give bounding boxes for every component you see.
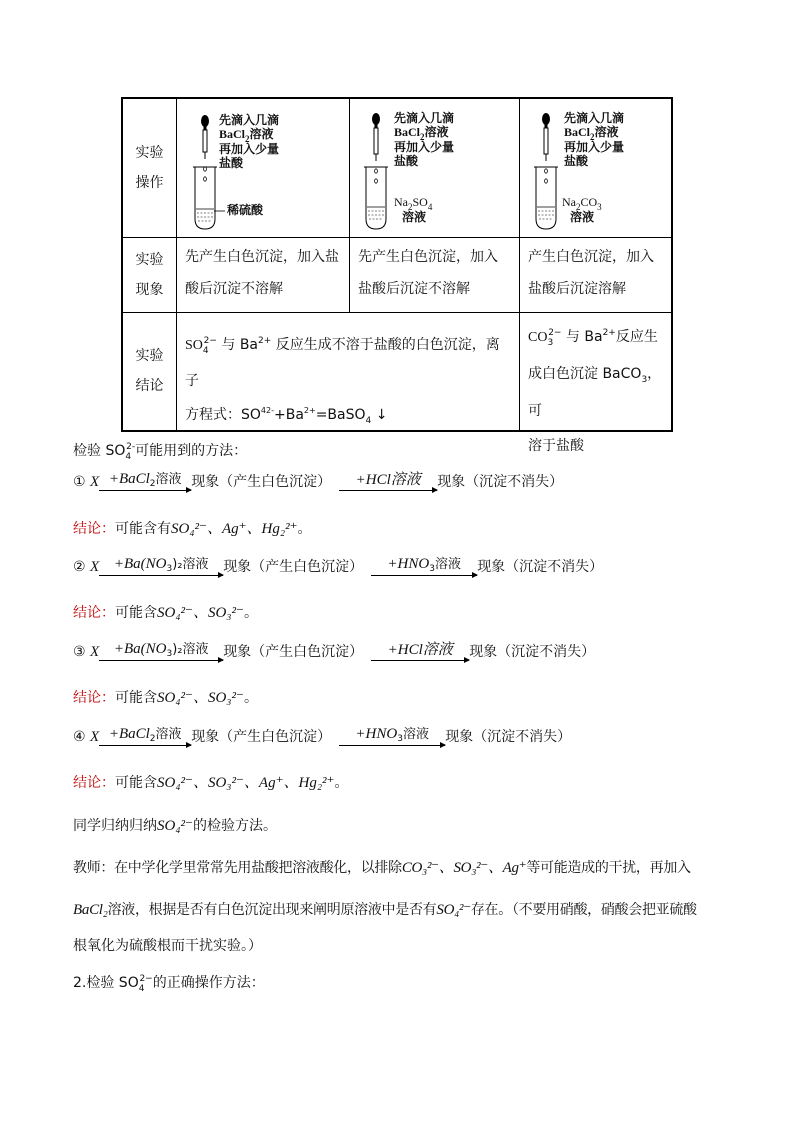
reagent-sub: 2 xyxy=(149,734,156,744)
method-number: ③ xyxy=(73,644,86,660)
conclusion-line xyxy=(73,517,312,538)
section-2-heading xyxy=(73,972,265,992)
conclusion-label: 结论： xyxy=(73,521,115,537)
label-sub: 2 xyxy=(420,132,425,142)
conclusion-end: 。 xyxy=(334,775,349,791)
reagent-tail: )₂溶液 xyxy=(172,642,209,657)
reagent-tail: 溶液 xyxy=(434,557,461,572)
row-header-line: 结论 xyxy=(135,378,164,394)
tube-label-sub: 3 xyxy=(597,202,602,212)
ion-text: SO₄²⁻ xyxy=(436,902,471,918)
conclusion-text-part: =BaSO xyxy=(315,407,366,423)
row-header-line: 现象 xyxy=(135,281,164,298)
intro-text: 可能用到的方法： xyxy=(135,443,248,459)
row-header-operation xyxy=(123,99,176,237)
reaction-arrow xyxy=(371,642,469,661)
conclusion-text-part: 反应生成不溶于盐酸的白色沉淀，离子 xyxy=(185,337,500,389)
reagent-sub: 3 xyxy=(166,649,173,659)
label-line: 盐酸 xyxy=(394,154,419,168)
row-header-line: 实验 xyxy=(135,251,164,268)
conclusion-cell-carbonate xyxy=(519,312,671,454)
reagent-tail: 溶液 xyxy=(402,727,429,742)
intro-sub: 4 xyxy=(125,452,132,462)
ion-list: SO₄²⁻、SO₃²⁻、Ag⁺、Hg₂²⁺ xyxy=(157,775,335,791)
observation-text: 现象（沉淀不消失） xyxy=(477,559,604,575)
label-reagent: BaCl xyxy=(219,127,246,141)
ion-sup: 2− xyxy=(548,328,562,338)
ion-text: SO xyxy=(185,338,203,353)
teacher-text: 存在。（不要用硝酸，硝酸会把亚硫酸 xyxy=(470,902,697,918)
intro-sup: 2- xyxy=(126,442,136,452)
observation-text: 现象（沉淀不消失） xyxy=(437,474,564,490)
label-line: 再加入少量 xyxy=(564,140,625,154)
conclusion-text: 可能含 xyxy=(115,775,157,791)
conclusion-text-part: 与 Ba xyxy=(221,337,259,353)
tube-label-text: Na xyxy=(394,195,408,209)
reagent-text: +HCl溶液 xyxy=(387,642,453,658)
conclusion-label: 结论： xyxy=(73,690,115,706)
teacher-text: 等可能造成的干扰，再加入 xyxy=(526,860,691,876)
reagent-tail: 溶液 xyxy=(155,727,182,742)
phenomenon-cell xyxy=(349,237,519,312)
teacher-line-2 xyxy=(73,899,697,919)
method-line xyxy=(73,726,571,746)
label-line: 再加入少量 xyxy=(219,142,280,156)
phenomenon-cell xyxy=(176,237,349,312)
teacher-text: 教师：在中学化学里常常先用盐酸把溶液酸化，以排除 xyxy=(73,860,402,876)
ion-sub: 4 xyxy=(260,406,266,415)
observation-text: 现象（沉淀不消失） xyxy=(469,644,596,660)
reagent-sub: 3 xyxy=(429,564,435,574)
conclusion-text xyxy=(520,312,671,464)
method-number: ② xyxy=(73,559,86,575)
label-sub: 2 xyxy=(590,132,595,142)
ion-text: SO₄²⁻ xyxy=(157,818,193,834)
operation-cell-na2co3 xyxy=(519,99,671,237)
reagent-label xyxy=(219,113,279,170)
label-line: 先滴入几滴 xyxy=(219,113,280,127)
reagent-tail: )₂溶液 xyxy=(172,557,209,572)
table-row-operation xyxy=(123,99,671,238)
conclusion-text-part: 溶于盐酸 xyxy=(528,438,584,454)
row-header-line: 实验 xyxy=(135,348,164,364)
section-sup: 2− xyxy=(139,974,153,984)
conclusion-text-part: 反应生 xyxy=(615,329,658,345)
ion-text: CO xyxy=(528,330,548,345)
ion-list: SO₄²⁻、SO₃²⁻ xyxy=(157,605,244,621)
row-header-phenomenon xyxy=(123,237,176,312)
label-line: 盐酸 xyxy=(219,156,244,170)
tube-label-text: 稀硫酸 xyxy=(227,203,264,217)
method-number: ④ xyxy=(73,729,86,745)
reagent-text: +BaCl xyxy=(108,726,150,742)
conclusion-end: 。 xyxy=(243,690,258,706)
row-header-line: 实验 xyxy=(135,145,164,161)
reagent-tail: 溶液 xyxy=(155,472,182,487)
label-reagent-tail: 溶液 xyxy=(424,125,449,139)
phenomenon-cell xyxy=(519,237,671,312)
ion-sub: 4 xyxy=(365,416,372,426)
tube-label-text: SO xyxy=(412,195,428,209)
conclusion-line xyxy=(73,601,258,622)
intro-line xyxy=(73,440,247,460)
summary-text: 同学归纳归纳 xyxy=(73,818,157,834)
reagent-text: +HNO xyxy=(355,726,398,742)
method-x: X xyxy=(90,559,100,575)
summary-text: 的检验方法。 xyxy=(192,818,277,834)
observation-text: 现象（沉淀不消失） xyxy=(445,729,572,745)
conclusion-text-part: ，可 xyxy=(528,366,662,419)
observation-text: 现象（产生白色沉淀） xyxy=(191,729,332,745)
reaction-arrow xyxy=(99,471,191,491)
row-header-conclusion xyxy=(123,312,176,430)
reagent-sub: 2 xyxy=(149,479,156,489)
reagent-text: +Ba(NO xyxy=(113,556,167,572)
method-line xyxy=(73,556,603,576)
ion-sup: 2+ xyxy=(258,336,272,346)
reagent-text: +HCl溶液 xyxy=(355,472,421,488)
ion-sub: 3 xyxy=(641,375,648,385)
method-line xyxy=(73,471,563,491)
tube-content-label xyxy=(227,203,263,217)
tube-label-sub: 2 xyxy=(576,202,581,212)
tube-label-text: 溶液 xyxy=(570,210,595,224)
reaction-arrow xyxy=(371,556,477,576)
operation-cell-dilute-sulfuric xyxy=(176,99,349,237)
observation-text: 现象（产生白色沉淀） xyxy=(223,559,364,575)
ion-sub: 4 xyxy=(202,346,209,356)
ion-sup: 2− xyxy=(203,336,217,346)
ion-list: CO₃²⁻、SO₃²⁻、Ag⁺ xyxy=(401,860,527,876)
label-line: 先滴入几滴 xyxy=(564,111,625,125)
ion-sup: 2+ xyxy=(602,328,616,338)
reagent-sub: 3 xyxy=(397,734,403,744)
method-x: X xyxy=(90,474,100,490)
operation-cell-na2so4 xyxy=(349,99,519,237)
conclusion-cell-sulfate xyxy=(176,312,519,430)
conclusion-label: 结论： xyxy=(73,605,115,621)
label-line: 盐酸 xyxy=(564,154,589,168)
teacher-line-1 xyxy=(73,856,691,877)
section-text: 2.检验 SO xyxy=(73,975,139,991)
conclusion-line xyxy=(73,771,348,792)
ion-sup: 2+ xyxy=(303,406,316,415)
conclusion-end: 。 xyxy=(243,605,258,621)
tube-content-label xyxy=(562,195,602,224)
conclusion-end: 。 xyxy=(297,521,312,537)
summary-line xyxy=(73,815,277,835)
table-row-phenomenon xyxy=(123,237,671,313)
conclusion-text-part: 方程式：SO xyxy=(185,407,261,423)
label-reagent: BaCl xyxy=(564,125,591,139)
method-x: X xyxy=(90,729,100,745)
label-sub: 2 xyxy=(245,134,250,144)
label-line: 先滴入几滴 xyxy=(394,111,455,125)
method-line xyxy=(73,641,595,661)
section-text: 的正确操作方法： xyxy=(152,975,265,991)
ion-sub: 3 xyxy=(547,338,554,348)
ion-list: SO₄²⁻、SO₃²⁻ xyxy=(157,690,244,706)
conclusion-text: 可能含有 xyxy=(115,521,171,537)
section-sub: 4 xyxy=(138,984,145,994)
reagent-label xyxy=(564,111,624,168)
conclusion-text-part: +Ba xyxy=(273,407,304,423)
reagent-text: +BaCl xyxy=(108,471,150,487)
conclusion-line xyxy=(73,686,258,707)
label-reagent-tail: 溶液 xyxy=(249,127,274,141)
teacher-text: 溶液，根据是否有白色沉淀出现来阐明原溶液中是否有 xyxy=(107,902,437,918)
reagent-sub: 3 xyxy=(166,564,173,574)
conclusion-text-part: 成白色沉淀 BaCO xyxy=(528,366,642,382)
reagent-label xyxy=(394,111,454,168)
label-line: 再加入少量 xyxy=(394,140,455,154)
reaction-arrow xyxy=(99,726,191,746)
phenomenon-text: 先产生白色沉淀，加入盐酸后沉淀不溶解 xyxy=(185,249,339,297)
reagent-text: +HNO xyxy=(387,556,430,572)
tube-label-text: Na xyxy=(562,195,576,209)
reaction-arrow xyxy=(339,472,437,491)
ion-sup: 2- xyxy=(266,406,274,415)
teacher-line-3 xyxy=(73,935,262,955)
intro-text: 检验 SO xyxy=(73,443,126,459)
reagent-text: BaCl₂ xyxy=(73,902,108,918)
tube-label-text: CO xyxy=(580,195,598,209)
tube-label-sub: 2 xyxy=(408,202,413,212)
label-reagent: BaCl xyxy=(394,125,421,139)
label-reagent-tail: 溶液 xyxy=(594,125,619,139)
conclusion-text: 可能含 xyxy=(115,690,157,706)
phenomenon-text: 产生白色沉淀，加入盐酸后沉淀溶解 xyxy=(528,249,654,297)
reagent-text: +Ba(NO xyxy=(113,641,167,657)
reaction-arrow xyxy=(339,726,445,746)
conclusion-text-part: ↓ xyxy=(375,407,388,423)
row-header-line: 操作 xyxy=(135,175,164,191)
tube-content-label xyxy=(394,195,432,224)
conclusion-text: 可能含 xyxy=(115,605,157,621)
ion-list: SO₄²⁻、Ag⁺、Hg₂²⁺ xyxy=(171,521,298,537)
conclusion-label: 结论： xyxy=(73,775,115,791)
conclusion-text xyxy=(177,312,519,434)
method-x: X xyxy=(90,644,100,660)
method-number: ① xyxy=(73,474,86,490)
observation-text: 现象（产生白色沉淀） xyxy=(191,474,332,490)
conclusion-text-part: 与 Ba xyxy=(565,329,603,345)
reaction-arrow xyxy=(99,556,223,576)
tube-label-text: 溶液 xyxy=(402,210,427,224)
reaction-arrow xyxy=(99,641,223,661)
teacher-text: 根氧化为硫酸根而干扰实验。） xyxy=(73,938,262,954)
phenomenon-text: 先产生白色沉淀，加入盐酸后沉淀不溶解 xyxy=(358,249,498,297)
tube-label-sub: 4 xyxy=(427,202,433,212)
observation-text: 现象（产生白色沉淀） xyxy=(223,644,364,660)
